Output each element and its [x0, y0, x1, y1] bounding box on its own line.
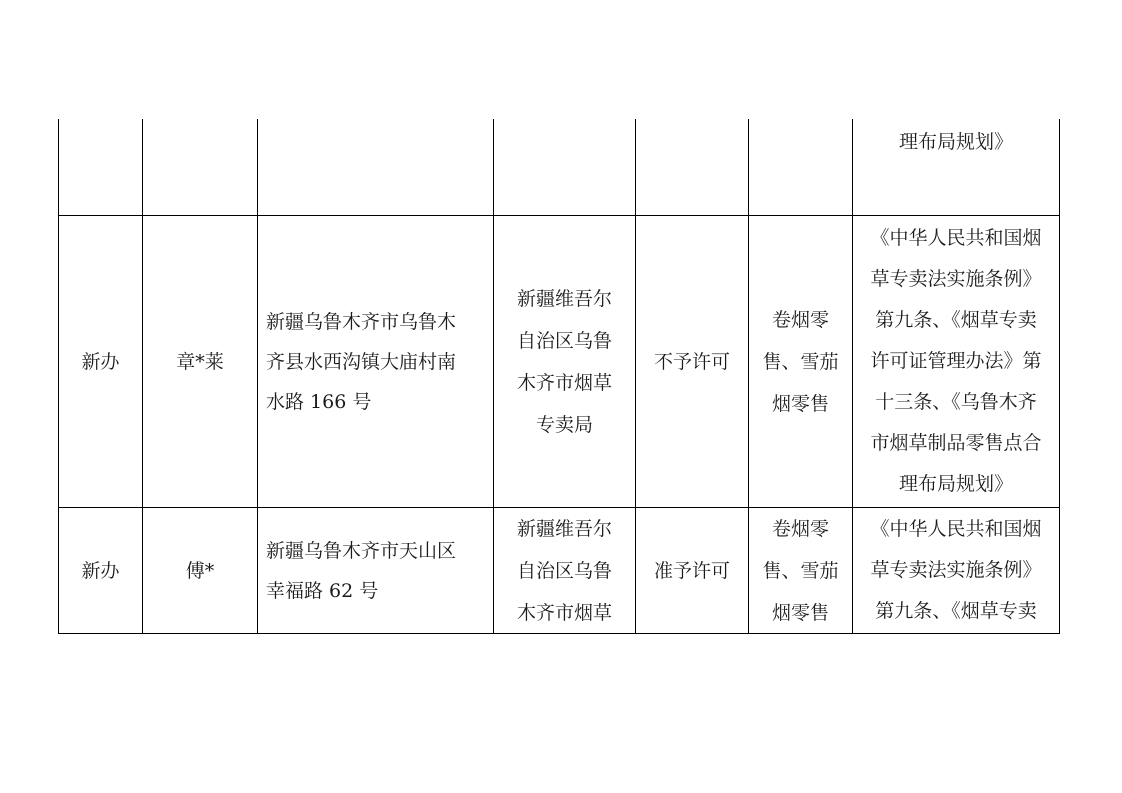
authority-line: 新疆维吾尔	[516, 517, 612, 540]
row1-law-cell	[853, 216, 1059, 507]
row2-type-cell	[59, 508, 142, 633]
authority-line: 木齐市烟草	[516, 601, 612, 624]
law-line: 许可证管理办法》第	[870, 350, 1042, 372]
decision-text: 不予许可	[653, 350, 730, 373]
row0-law-cell	[853, 121, 1059, 215]
law-line: 《中华人民共和国烟	[870, 518, 1042, 540]
authority-line: 木齐市烟草	[516, 371, 612, 394]
scope-line: 卷烟零	[771, 308, 829, 331]
authority-line: 自治区乌鲁	[516, 329, 612, 352]
address-line: 新疆乌鲁木齐市天山区	[266, 539, 457, 562]
decision-text: 准予许可	[653, 559, 730, 582]
authority-line: 自治区乌鲁	[516, 559, 612, 582]
address-line: 幸福路 62 号	[266, 579, 379, 602]
law-line: 第九条、《烟草专卖	[875, 600, 1037, 622]
application-type: 新办	[81, 350, 120, 373]
applicant-name: 傅*	[185, 559, 215, 582]
law-line: 草专卖法实施条例》	[870, 559, 1042, 581]
row2-authority-cell	[494, 508, 635, 633]
address-line: 齐县水西沟镇大庙村南	[266, 350, 457, 373]
authority-line: 专卖局	[535, 413, 593, 436]
scope-line: 售、雪茄	[762, 350, 839, 373]
table-border-right	[1059, 119, 1060, 634]
law-line: 理布局规划》	[898, 131, 1013, 153]
law-line: 十三条、《乌鲁木齐	[875, 391, 1037, 413]
scope-line: 售、雪茄	[762, 559, 839, 582]
law-line: 第九条、《烟草专卖	[875, 309, 1037, 331]
scope-line: 烟零售	[771, 601, 829, 624]
table-border-bottom	[58, 633, 1060, 634]
row1-decision-cell	[636, 216, 748, 507]
law-line: 理布局规划》	[898, 473, 1013, 495]
law-line: 市烟草制品零售点合	[870, 432, 1042, 454]
address-line: 水路 166 号	[266, 390, 372, 413]
scope-line: 烟零售	[771, 392, 829, 415]
row1-authority-cell	[494, 216, 635, 507]
law-line: 《中华人民共和国烟	[870, 227, 1042, 249]
row1-scope-cell	[749, 216, 852, 507]
law-line: 草专卖法实施条例》	[870, 268, 1042, 290]
row1-address-cell	[258, 216, 493, 507]
address-line: 新疆乌鲁木齐市乌鲁木	[266, 310, 457, 333]
application-type: 新办	[81, 559, 120, 582]
row2-scope-cell	[749, 508, 852, 633]
row1-type-cell	[59, 216, 142, 507]
row2-law-cell	[853, 508, 1059, 633]
authority-line: 新疆维吾尔	[516, 287, 612, 310]
row1-name-cell	[143, 216, 257, 507]
row2-address-cell	[258, 508, 493, 633]
row2-decision-cell	[636, 508, 748, 633]
row2-name-cell	[143, 508, 257, 633]
applicant-name: 章*莱	[176, 350, 224, 373]
scope-line: 卷烟零	[771, 517, 829, 540]
